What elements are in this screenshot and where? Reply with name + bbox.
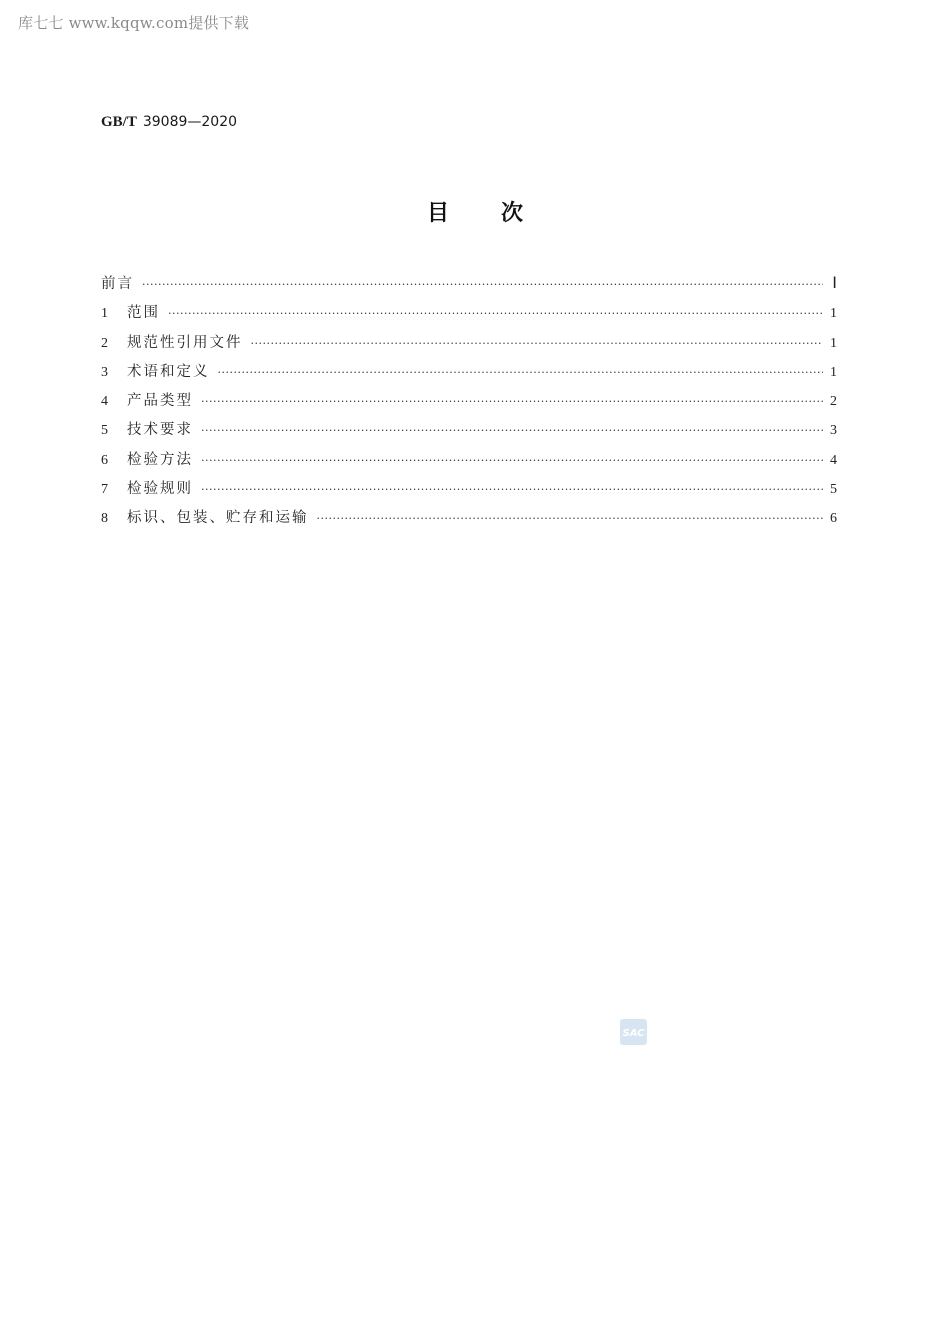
toc-leader-dots	[317, 512, 824, 525]
toc-entry-number: 7	[101, 482, 108, 498]
toc-entry-page: 2	[830, 394, 837, 410]
toc-entry-label: 规范性引用文件	[127, 334, 243, 351]
toc-entry-product-types[interactable]	[101, 389, 837, 418]
standard-code	[101, 114, 237, 131]
toc-title-right: 次	[501, 201, 524, 226]
toc-entry-page: 1	[830, 306, 837, 322]
toc-title	[0, 196, 950, 227]
toc-entry-number: 8	[101, 511, 108, 527]
toc-entry-number: 6	[101, 452, 108, 468]
toc-entry-label: 范围	[127, 305, 160, 322]
sac-logo-text: SAC	[622, 1028, 645, 1039]
toc-leader-dots	[201, 483, 823, 496]
toc-entry-page: 3	[830, 423, 837, 439]
toc-entry-number: 5	[101, 423, 108, 439]
toc-entry-number: 4	[101, 394, 108, 410]
toc-leader-dots	[201, 395, 823, 408]
toc-entry-label: 检验方法	[127, 451, 193, 468]
toc-leader-dots	[168, 307, 823, 320]
standard-code-prefix: GB/T	[101, 114, 137, 130]
toc-entry-inspection-rules[interactable]	[101, 477, 837, 506]
toc-entry-label: 产品类型	[127, 393, 193, 410]
toc-entry-number: 2	[101, 335, 108, 351]
toc-entry-number: 1	[101, 306, 108, 322]
toc-title-left: 目	[426, 201, 449, 226]
toc-entry-label: 技术要求	[127, 422, 193, 439]
toc-leader-dots	[201, 454, 823, 467]
toc-leader-dots	[251, 337, 824, 350]
toc-entry-normative-references[interactable]	[101, 331, 837, 360]
toc-entry-label: 前言	[101, 276, 134, 292]
toc-entry-foreword[interactable]	[101, 272, 837, 301]
toc-leader-dots	[218, 366, 824, 379]
toc-leader-dots	[201, 424, 823, 437]
toc-entry-technical-requirements[interactable]	[101, 418, 837, 447]
toc-entry-label: 检验规则	[127, 481, 193, 498]
sac-logo-icon	[620, 1019, 647, 1045]
download-watermark: 库七七 www.kqqw.com提供下载	[18, 14, 250, 32]
toc-entry-label: 术语和定义	[127, 363, 210, 380]
toc-entry-marking-packaging[interactable]	[101, 506, 837, 535]
toc-entry-page: 1	[830, 335, 837, 351]
toc-entry-scope[interactable]	[101, 301, 837, 330]
toc-entry-page: 6	[830, 511, 837, 527]
toc-entry-page: 4	[830, 452, 837, 468]
toc-entry-page: 1	[830, 364, 837, 380]
toc-entry-number: 3	[101, 364, 108, 380]
toc-entry-page: Ⅰ	[832, 275, 837, 292]
toc-entry-label: 标识、包装、贮存和运输	[127, 510, 309, 527]
toc-leader-dots	[142, 278, 823, 291]
toc-entry-terms-definitions[interactable]	[101, 360, 837, 389]
toc-entry-page: 5	[830, 482, 837, 498]
toc-entry-test-methods[interactable]	[101, 448, 837, 477]
standard-code-number: 39089—2020	[142, 114, 238, 130]
toc-list	[101, 272, 837, 536]
